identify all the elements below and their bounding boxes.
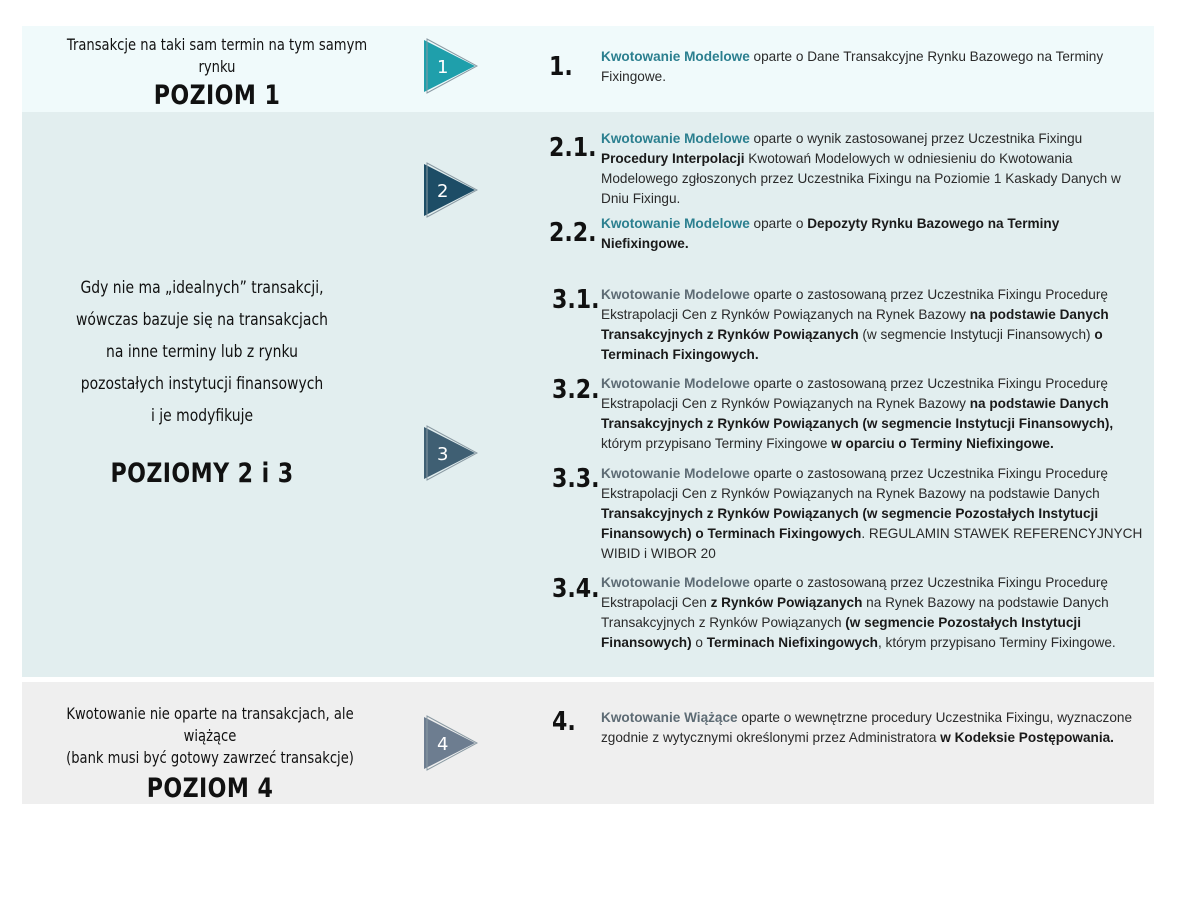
level-2-3-condition-line: na inne terminy lub z rynku	[106, 342, 298, 362]
level-1-title: POZIOM 1	[153, 80, 281, 111]
item-1-text	[601, 47, 1149, 87]
level-4-condition-block	[22, 703, 398, 804]
term-highlight: Kwotowanie Modelowe	[601, 466, 750, 481]
item-number: 1.	[549, 52, 573, 82]
item-number: 3.2.	[552, 375, 600, 405]
item-number: 3.3.	[552, 464, 600, 494]
text-run: oparte o	[749, 216, 808, 231]
level-4-condition-line: (bank musi być gotowy zawrzeć transakcje)	[66, 748, 354, 767]
level-2-3-condition-line: i je modyfikuje	[150, 406, 254, 426]
arrow-2-icon	[422, 162, 478, 218]
arrow-4-label: 4	[437, 734, 449, 755]
arrow-1-icon	[422, 38, 478, 94]
arrow-3-label: 3	[437, 444, 449, 465]
term-highlight: Kwotowanie Modelowe	[601, 376, 750, 391]
arrow-4-icon	[422, 715, 478, 771]
text-bold: Procedury Interpolacji	[601, 151, 745, 166]
item-2-1-text	[601, 129, 1149, 209]
text-run: , którym przypisano Terminy Fixingowe.	[877, 635, 1116, 650]
text-run: oparte o zastosowaną przez Uczestnika Fixingu Procedurę Ekstrapolacji Cen z Rynków Powiązanych na Rynek Bazowy	[601, 287, 1108, 322]
arrow-3-icon	[422, 425, 478, 481]
level-2-3-condition-line: wówczas bazuje się na transakcjach	[76, 310, 328, 330]
text-bold: o Terminach Fixingowych.	[601, 327, 1103, 362]
level-1-condition: Transakcje na taki sam termin na tym samym rynku	[66, 35, 368, 76]
item-3-3-text	[601, 464, 1149, 564]
text-bold: w Kodeksie Postępowania.	[940, 730, 1114, 745]
level-1-condition-block	[22, 34, 412, 111]
text-run: Kwotowań Modelowych w odniesieniu do Kwotowania Modelowego zgłoszonych przez Uczestnika Fixingu na Poziomie 1 Kaskady Danych w Dniu Fixingu.	[601, 151, 1121, 206]
text-run: oparte o wewnętrzne procedury Uczestnika Fixingu, wyznaczone zgodnie z wytycznymi określonymi przez Administratora	[601, 710, 1133, 745]
item-3-4-text	[601, 573, 1149, 653]
text-bold: (w segmencie Pozostałych Instytucji Finansowych)	[601, 615, 1081, 650]
item-number: 2.2.	[549, 218, 597, 248]
level-2-3-condition-block	[22, 272, 382, 489]
term-highlight: Kwotowanie Modelowe	[601, 575, 750, 590]
text-run: na Rynek Bazowy na podstawie Danych Transakcyjnych z Rynków Powiązanych	[601, 595, 1109, 630]
level-2-3-title: POZIOMY 2 i 3	[110, 458, 294, 489]
item-3-1-text	[601, 285, 1149, 365]
text-bold: na podstawie Danych Transakcyjnych z Rynków Powiązanych (w segmencie Instytucji Finansowych),	[601, 396, 1114, 431]
term-highlight: Kwotowanie Modelowe	[601, 216, 750, 231]
item-3-2-text	[601, 374, 1149, 454]
term-highlight: Kwotowanie Wiążące	[601, 710, 738, 725]
term-highlight: Kwotowanie Modelowe	[601, 49, 750, 64]
level-2-3-condition-line: pozostałych instytucji finansowych	[80, 374, 324, 394]
text-run: którym przypisano Terminy Fixingowe	[601, 436, 832, 451]
text-run: . REGULAMIN STAWEK REFERENCYJNYCH WIBID i WIBOR 20	[601, 526, 1143, 561]
text-run: oparte o zastosowaną przez Uczestnika Fixingu Procedurę Ekstrapolacji Cen	[601, 575, 1108, 610]
level-4-condition-line: Kwotowanie nie oparte na transakcjach, ale wiążące	[66, 704, 354, 745]
text-run: oparte o wynik zastosowanej przez Uczestnika Fixingu	[749, 131, 1083, 146]
text-run: oparte o Dane Transakcyjne Rynku Bazowego na Terminy Fixingowe.	[601, 49, 1104, 84]
text-bold: w oparciu o Terminy Niefixingowe.	[831, 436, 1054, 451]
text-bold: na podstawie Danych Transakcyjnych z Rynków Powiązanych	[601, 307, 1109, 342]
arrow-1-label: 1	[437, 57, 449, 78]
text-bold: Depozyty Rynku Bazowego na Terminy Niefixingowe.	[601, 216, 1060, 251]
item-number: 2.1.	[549, 133, 597, 163]
text-bold: z Rynków Powiązanych	[710, 595, 863, 610]
item-4-text	[601, 708, 1149, 748]
arrow-2-label: 2	[437, 181, 449, 202]
item-number: 3.1.	[552, 285, 600, 315]
text-run: o	[691, 635, 707, 650]
item-number: 4.	[552, 707, 576, 737]
term-highlight: Kwotowanie Modelowe	[601, 287, 750, 302]
level-4-title: POZIOM 4	[146, 773, 274, 804]
item-number: 3.4.	[552, 574, 600, 604]
text-run: (w segmencie Instytucji Finansowych)	[858, 327, 1095, 342]
term-highlight: Kwotowanie Modelowe	[601, 131, 750, 146]
text-bold: Transakcyjnych z Rynków Powiązanych (w segmencie Pozostałych Instytucji Finansowych) o Terminach Fixingowych	[601, 506, 1099, 541]
text-bold: Terminach Niefixingowych	[706, 635, 878, 650]
text-run: oparte o zastosowaną przez Uczestnika Fixingu Procedurę Ekstrapolacji Cen z Rynków Powiązanych na Rynek Bazowy	[601, 376, 1108, 411]
item-2-2-text	[601, 214, 1149, 254]
text-run: oparte o zastosowaną przez Uczestnika Fixingu Procedurę Ekstrapolacji Cen z Rynków Powiązanych na Rynek Bazowy na podstawie Danych	[601, 466, 1108, 501]
level-2-3-condition-line: Gdy nie ma „idealnych” transakcji,	[80, 278, 324, 298]
